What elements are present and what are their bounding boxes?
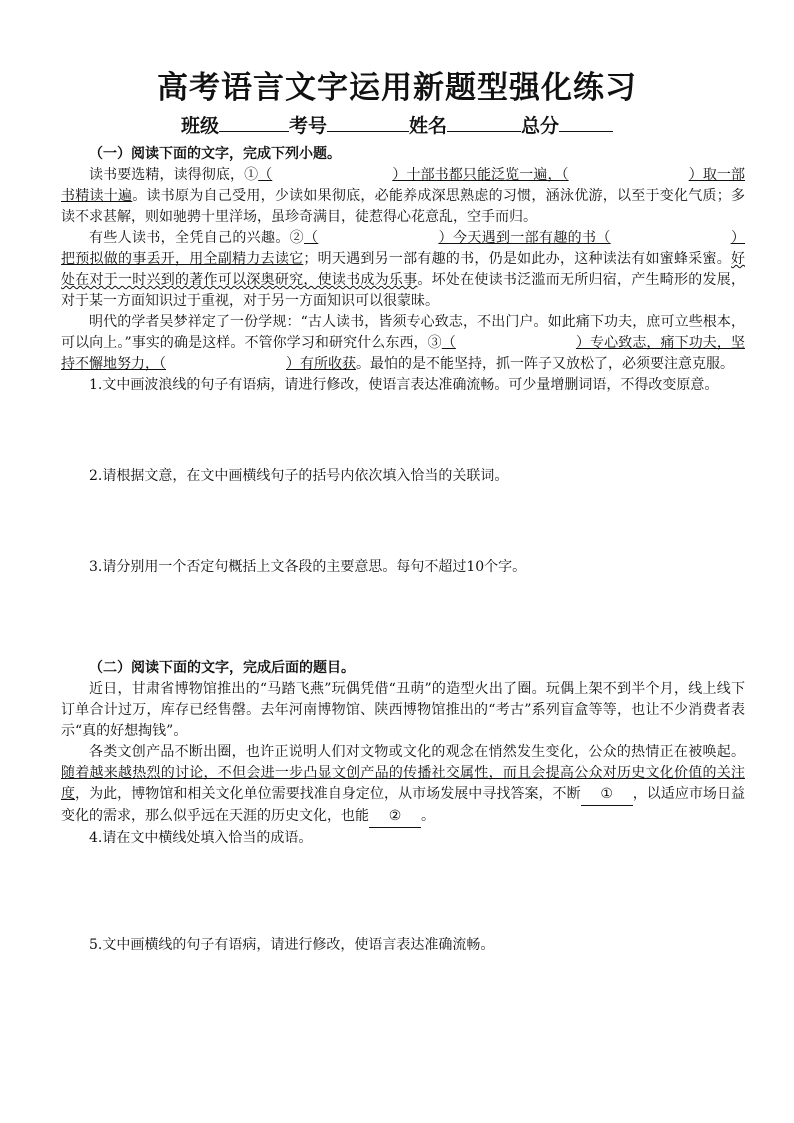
text-span: 有些人读书，全凭自己的兴趣。② bbox=[89, 230, 304, 246]
class-blank[interactable] bbox=[219, 113, 289, 132]
underlined-sentence-4: 随着越来越热烈的讨论，不但会进一步凸显文创产品的传播社交属性，而且会提高公众对历史文化价值的关注度 bbox=[61, 765, 745, 802]
text-span: ）取一部书精读十遍 bbox=[61, 167, 746, 204]
text-span: ）有所收获 bbox=[286, 356, 356, 372]
student-info-line bbox=[0, 111, 794, 138]
text-span: （ bbox=[441, 335, 456, 351]
answer-space-1[interactable] bbox=[61, 396, 745, 466]
section1-heading: （一）阅读下面的文字，完成下列小题。 bbox=[89, 146, 341, 162]
question-5: 5.文中画横线的句子有语病，请进行修改，使语言表达准确流畅。 bbox=[89, 937, 495, 953]
text-span: 。 bbox=[421, 808, 435, 824]
idiom-blank-2[interactable]: ② bbox=[369, 806, 421, 828]
text-span: ，为此，博物馆和相关文化单位需要找准自身定位，从市场发展中寻找答案，不断 bbox=[75, 786, 581, 802]
number-blank[interactable] bbox=[327, 113, 409, 132]
text-span: ）十部书都只能泛览一遍，（ bbox=[392, 167, 569, 183]
text-span: ）专心致志，痛下功夫，坚持不懈地努力，（ bbox=[61, 335, 745, 372]
text-span: 。坏处在使读书泛滥而无所归宿，产生畸形的发展，对于某一方面知识过于重视，对于另一方面知识可以很蒙昧。 bbox=[61, 272, 746, 309]
section2-heading: （二）阅读下面的文字，完成后面的题目。 bbox=[89, 660, 355, 676]
name-blank[interactable] bbox=[447, 113, 521, 132]
text-span: 。最怕的是不能坚持，抓一阵子又放松了，必须要注意克服。 bbox=[356, 356, 734, 372]
text-span: ）把预拟做的事丢开，用全副精力去读它 bbox=[61, 230, 746, 267]
page-title: 高考语言文字运用新题型强化练习 bbox=[157, 70, 637, 106]
question-1: 1.文中画波浪线的句子有语病，请进行修改，使语言表达准确流畅。可少量增删词语，不得改变原意。 bbox=[89, 377, 719, 393]
section1-paragraph-1 bbox=[61, 165, 745, 228]
answer-space-2[interactable] bbox=[61, 487, 745, 557]
answer-space-4[interactable] bbox=[61, 849, 745, 935]
text-span: ，以适应市场日益变化的需求，那么似乎远在天涯的历史文化，也能 bbox=[61, 786, 746, 824]
answer-space-3[interactable] bbox=[61, 578, 745, 658]
text-span: ；明天遇到另一部有趣的书，仍是如此办，这种读法有如蜜蜂采蜜。 bbox=[303, 251, 732, 267]
question-4: 4.请在文中横线处填入恰当的成语。 bbox=[89, 830, 313, 846]
question-3: 3.请分别用一个否定句概括上文各段的主要意思。每句不超过10个字。 bbox=[89, 559, 527, 575]
text-span: 读书要选精，读得彻底，① bbox=[89, 167, 259, 183]
name-label: 姓名 bbox=[409, 115, 448, 137]
text-span: 。读书原为自己受用，少读如果彻底，必能养成深思熟虑的习惯，涵泳优游，以至于变化气质；多读不求甚解，则如驰骋十里洋场，虽珍奇满目，徒惹得心花意乱，空手而归。 bbox=[61, 188, 746, 225]
text-span: （ bbox=[304, 230, 319, 246]
wavy-sentence: 好处在对于一时兴到的著作可以深奥研究，使读书成为乐事 bbox=[61, 251, 746, 288]
text-span: （ bbox=[258, 167, 273, 183]
score-blank[interactable] bbox=[559, 113, 613, 132]
text-span: 明代的学者吴梦祥定了一份学规：“古人读书，皆须专心致志，不出门户。如此痛下功夫，庶可立些根本，可以向上。”事实的确是这样。不管你学习和研究什么东西，③ bbox=[61, 314, 745, 351]
text-span: 各类文创产品不断出圈，也许正说明人们对文物或文化的观念在悄然发生变化，公众的热情正在被唤起。 bbox=[89, 744, 745, 760]
section2-paragraph-1: 近日，甘肃省博物馆推出的“马踏飞燕”玩偶凭借“丑萌”的造型火出了圈。玩偶上架不到半个月，线上线下订单合计过万，库存已经售罄。去年河南博物馆、陕西博物馆推出的“考古”系列盲盒等等，也让不少消费者表示“真的好想掏钱”。 bbox=[61, 681, 745, 739]
text-span: ）今天遇到一部有趣的书（ bbox=[438, 230, 611, 246]
class-label: 班级 bbox=[180, 115, 219, 137]
worksheet-content bbox=[61, 144, 745, 956]
score-label: 总分 bbox=[521, 115, 560, 137]
question-2: 2.请根据文意，在文中画横线句子的括号内依次填入恰当的关联词。 bbox=[89, 468, 509, 484]
section1-paragraph-3 bbox=[61, 312, 745, 375]
number-label: 考号 bbox=[288, 115, 327, 137]
idiom-blank-1[interactable]: ① bbox=[581, 784, 633, 806]
section2-paragraph-2 bbox=[61, 742, 745, 828]
section1-paragraph-2 bbox=[61, 228, 745, 312]
